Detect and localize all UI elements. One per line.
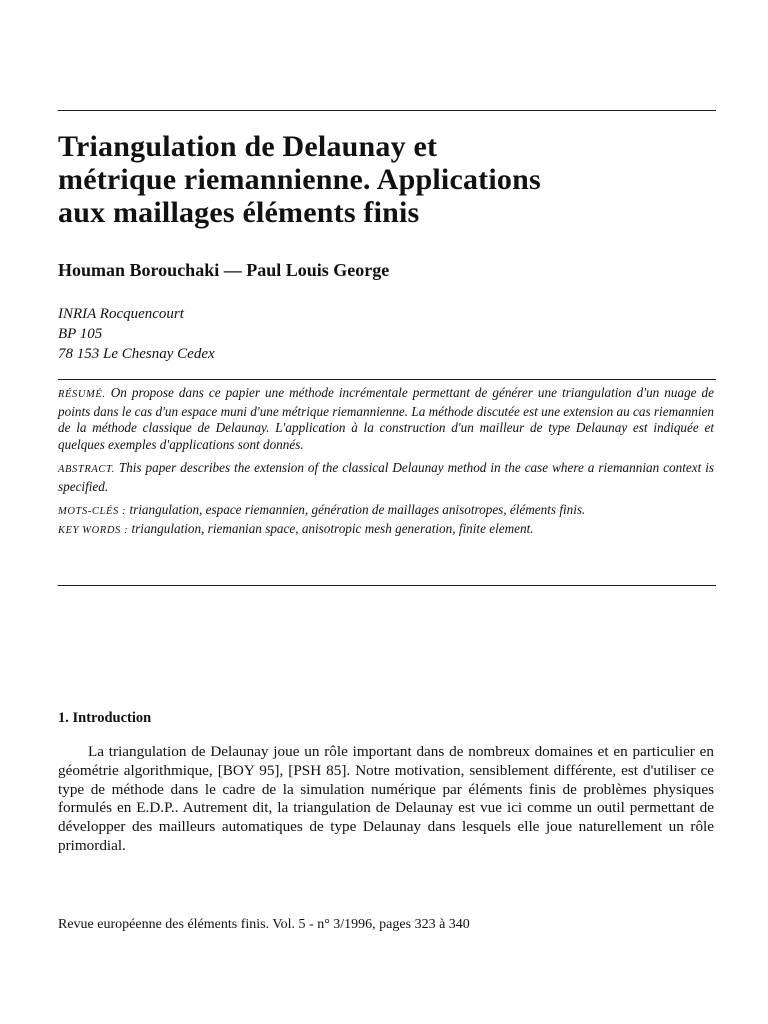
affiliation-line: 78 153 Le Chesnay Cedex (58, 346, 215, 362)
motscles-paragraph (58, 502, 714, 521)
resume-paragraph (58, 385, 714, 453)
introduction-paragraph: La triangulation de Delaunay joue un rôle important dans de nombreux domaines et en particulier en géométrie algorithmique, [BOY 95], [PSH 85]. Notre motivation, sensiblement différente, est d'utiliser ce type de méthode dans le cadre de la simulation numérique par éléments finis de problèmes physiques formulés en E.D.P.. Autrement dit, la triangulation de Delaunay est vue ici comme un outil permettant de développer des mailleurs automatiques de type Delaunay dans lesquels elle joue naturellement un rôle primordial. (58, 743, 714, 854)
abstract-block (58, 385, 714, 539)
top-rule (58, 110, 716, 111)
abstract-text: This paper describes the extension of the classical Delaunay method in the case where a riemannian context is specified. (58, 460, 714, 494)
title-line: Triangulation de Delaunay et (58, 130, 438, 163)
journal-citation: Revue européenne des éléments finis. Vol. 5 - n° 3/1996, pages 323 à 340 (58, 917, 470, 932)
abstract-bottom-rule (58, 585, 716, 586)
title-line: aux maillages éléments finis (58, 196, 420, 229)
affiliation (58, 304, 215, 364)
resume-label: RÉSUMÉ. (58, 389, 106, 400)
keywords-text: triangulation, riemanian space, anisotropic mesh generation, finite element. (131, 520, 534, 536)
affiliation-line: INRIA Rocquencourt (58, 306, 184, 322)
keywords-label: KEY WORDS : (58, 524, 129, 536)
abstract-paragraph (58, 460, 714, 495)
paper-title (58, 130, 718, 229)
affiliation-line: BP 105 (58, 326, 103, 342)
section-heading: 1. Introduction (58, 710, 152, 726)
authors: Houman Borouchaki — Paul Louis George (58, 260, 390, 280)
keywords-paragraph (58, 521, 714, 540)
resume-text: On propose dans ce papier une méthode incrémentale permettant de générer une triangulation d'un nuage de points dans le cas d'un espace muni d'une métrique riemannienne. La méthode discutée est une extension au cas riemannien de la méthode classique de Delaunay. L'application à la construction d'un mailleur de type Delaunay est indiquée et quelques exemples d'applications sont donnés. (58, 385, 715, 452)
title-line: métrique riemannienne. Applications (58, 163, 541, 196)
motscles-text: triangulation, espace riemannien, génération de maillages anisotropes, éléments finis. (129, 502, 586, 517)
abstract-label: ABSTRACT. (58, 464, 115, 475)
abstract-top-rule (58, 379, 716, 380)
motscles-label: MOTS-CLÉS : (58, 506, 127, 517)
